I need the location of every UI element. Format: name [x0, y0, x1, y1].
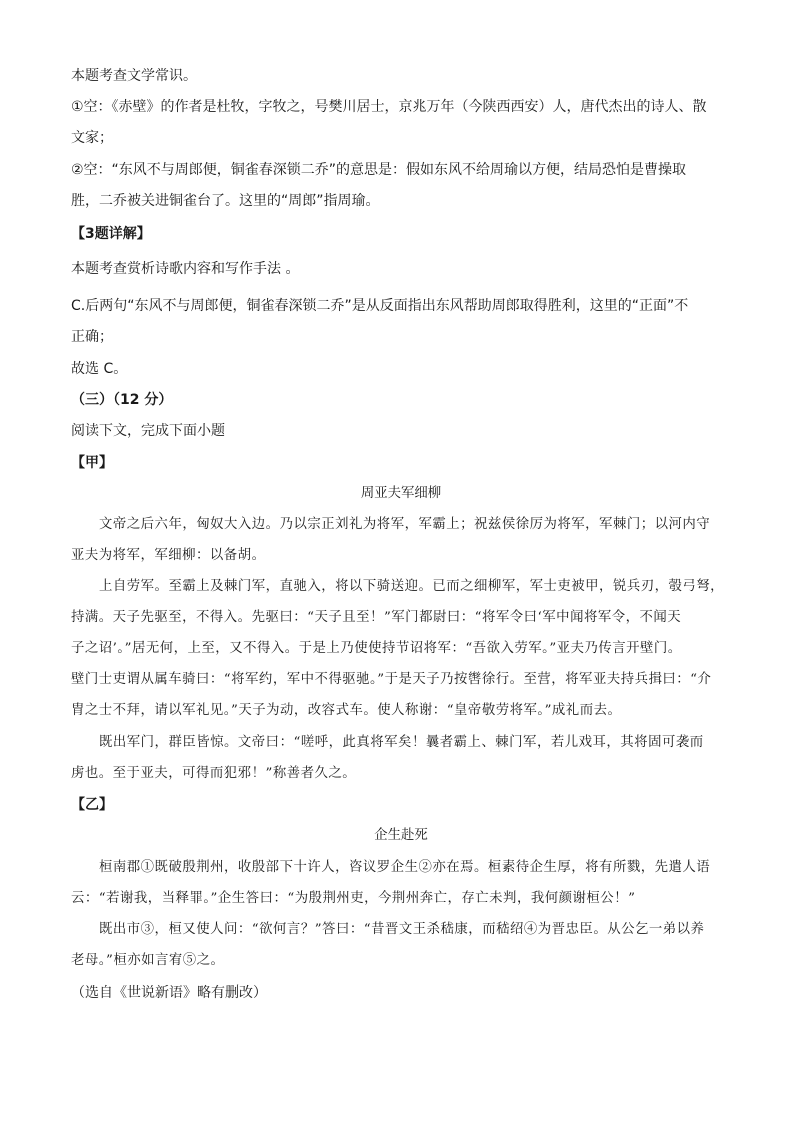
- passage-line: 子之诏’。”居无何，上至，又不得入。于是上乃使使持节诏将军：“吾欲入劳军。”亚夫乃传言开壁门。: [71, 641, 682, 656]
- passage-line: 云：“若谢我，当释罪。”企生答曰：“为殷荆州吏，今荆州奔亡，存亡未判，我何颜谢桓公！”: [71, 891, 636, 906]
- passage-line: 亚夫为将军，军细柳：以备胡。: [71, 548, 266, 563]
- passage-line: 既出市③，桓又使人问：“欲何言？”答曰：“昔晋文王杀嵇康，而嵇绍④为晋忠臣。从公乞一弟以养: [99, 922, 705, 937]
- text-line: 正确；: [71, 329, 113, 345]
- text-line: 本题考查赏析诗歌内容和写作手法 。: [71, 261, 300, 277]
- text-line: 阅读下文，完成下面小题: [71, 423, 225, 439]
- passage-line: 持满。天子先驱至，不得入。先驱曰：“天子且至！”军门都尉曰：“将军令曰‘军中闻将军令，不闻天: [71, 610, 682, 625]
- text-line: ②空：“东风不与周郎便，铜雀春深锁二乔”的意思是：假如东风不给周瑜以方便，结局恐怕是曹操取: [71, 162, 687, 178]
- passage-marker: 【甲】: [71, 455, 113, 471]
- source-citation: （选自《世说新语》略有删改）: [71, 985, 267, 1001]
- text-line: 本题考查文学常识。: [71, 68, 197, 84]
- text-line: 故选 C。: [71, 361, 128, 377]
- passage-marker: 【乙】: [71, 797, 113, 813]
- passage-title: 周亚夫军细柳: [360, 486, 442, 501]
- text-line: 文家；: [71, 130, 113, 146]
- section-heading: （三）（12 分）: [71, 392, 173, 408]
- text-line: 胜，二乔被关进铜雀台了。这里的“周郎”指周瑜。: [71, 193, 380, 209]
- passage-line: 桓南郡①既破殷荆州，收殷部下十许人，咨议罗企生②亦在焉。桓素待企生厚，将有所戮，先遣人语: [99, 860, 711, 875]
- passage-line: 胄之士不拜，请以军礼见。”天子为动，改容式车。使人称谢：“皇帝敬劳将军。”成礼而去。: [71, 703, 622, 718]
- text-line: ①空：《赤壁》的作者是杜牧，字牧之，号樊川居士，京兆万年（今陕西西安）人，唐代杰出的诗人、散: [71, 99, 707, 115]
- passage-line: 上自劳军。至霸上及棘门军，直驰入，将以下骑送迎。已而之细柳军，军士吏被甲，锐兵刃，彀弓弩，: [99, 579, 725, 594]
- passage-title: 企生赴死: [374, 828, 428, 843]
- text-line: C.后两句“东风不与周郎便，铜雀春深锁二乔”是从反面指出东风帮助周郎取得胜利，这里的“正面”不: [71, 298, 689, 314]
- section-heading: 【3题详解】: [71, 226, 151, 242]
- passage-line: 既出军门，群臣皆惊。文帝曰：“嗟呼，此真将军矣！曩者霸上、棘门军，若儿戏耳，其将固可袭而: [99, 735, 704, 750]
- passage-line: 壁门士吏谓从属车骑曰：“将军约，军中不得驱驰。”于是天子乃按辔徐行。至营，将军亚夫持兵揖曰：“介: [71, 672, 712, 687]
- passage-line: 虏也。至于亚夫，可得而犯邪！”称善者久之。: [71, 766, 357, 781]
- passage-line: 老母。”桓亦如言宥⑤之。: [71, 953, 225, 968]
- passage-line: 文帝之后六年，匈奴大入边。乃以宗正刘礼为将军，军霸上；祝兹侯徐厉为将军，军棘门；以河内守: [99, 517, 711, 532]
